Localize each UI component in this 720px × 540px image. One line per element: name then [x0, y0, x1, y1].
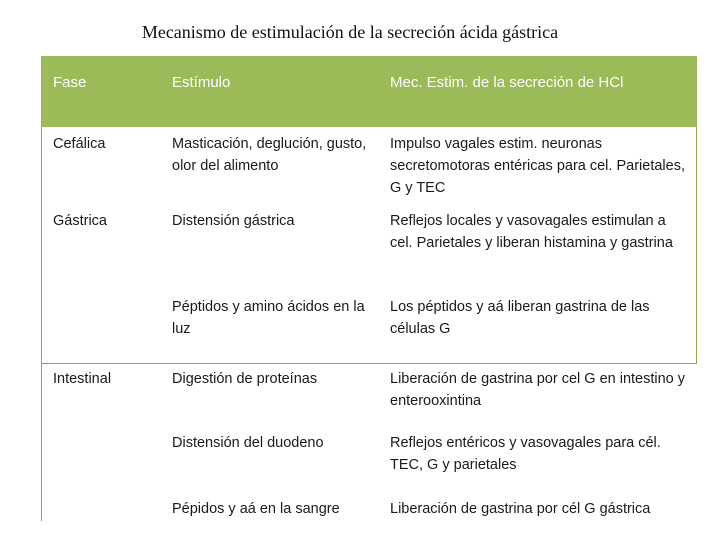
- secretion-table: [41, 56, 697, 521]
- table-cell-fase: Gástrica: [53, 213, 107, 229]
- table-cell-mecanismo: Reflejos entéricos y vasovagales para cél. TEC, G y parietales: [390, 435, 661, 473]
- table-cell-estimulo: Pépidos y aá en la sangre: [172, 501, 340, 517]
- table-right-border: [696, 127, 697, 363]
- header-estimulo: Estímulo: [172, 74, 231, 91]
- phase-divider: [41, 363, 697, 364]
- header-fase: Fase: [53, 74, 87, 91]
- table-cell-mecanismo: Liberación de gastrina por cél G gástrica: [390, 501, 651, 517]
- table-cell-estimulo: Masticación, deglución, gusto, olor del alimento: [172, 136, 367, 174]
- table-cell-estimulo: Digestión de proteínas: [172, 371, 318, 387]
- header-mecanismo: Mec. Estim. de la secreción de HCl: [390, 74, 624, 91]
- table-cell-fase: Intestinal: [53, 371, 112, 387]
- table-left-border: [41, 127, 42, 521]
- table-cell-mecanismo: Liberación de gastrina por cel G en intestino y enterooxintina: [390, 371, 686, 409]
- table-cell-estimulo: Distensión gástrica: [172, 213, 295, 229]
- page-title: Mecanismo de estimulación de la secreción ácida gástrica: [141, 22, 559, 42]
- table-cell-mecanismo: Los péptidos y aá liberan gastrina de las células G: [390, 299, 650, 337]
- table-cell-fase: Cefálica: [53, 136, 106, 152]
- table-cell-mecanismo: Reflejos locales y vasovagales estimulan a cel. Parietales y liberan histamina y gastrina: [390, 213, 673, 251]
- table-cell-mecanismo: Impulso vagales estim. neuronas secretomotoras entéricas para cel. Parietales, G y TEC: [390, 136, 685, 196]
- table-cell-estimulo: Distensión del duodeno: [172, 435, 324, 451]
- table-cell-estimulo: Péptidos y amino ácidos en la luz: [172, 299, 365, 337]
